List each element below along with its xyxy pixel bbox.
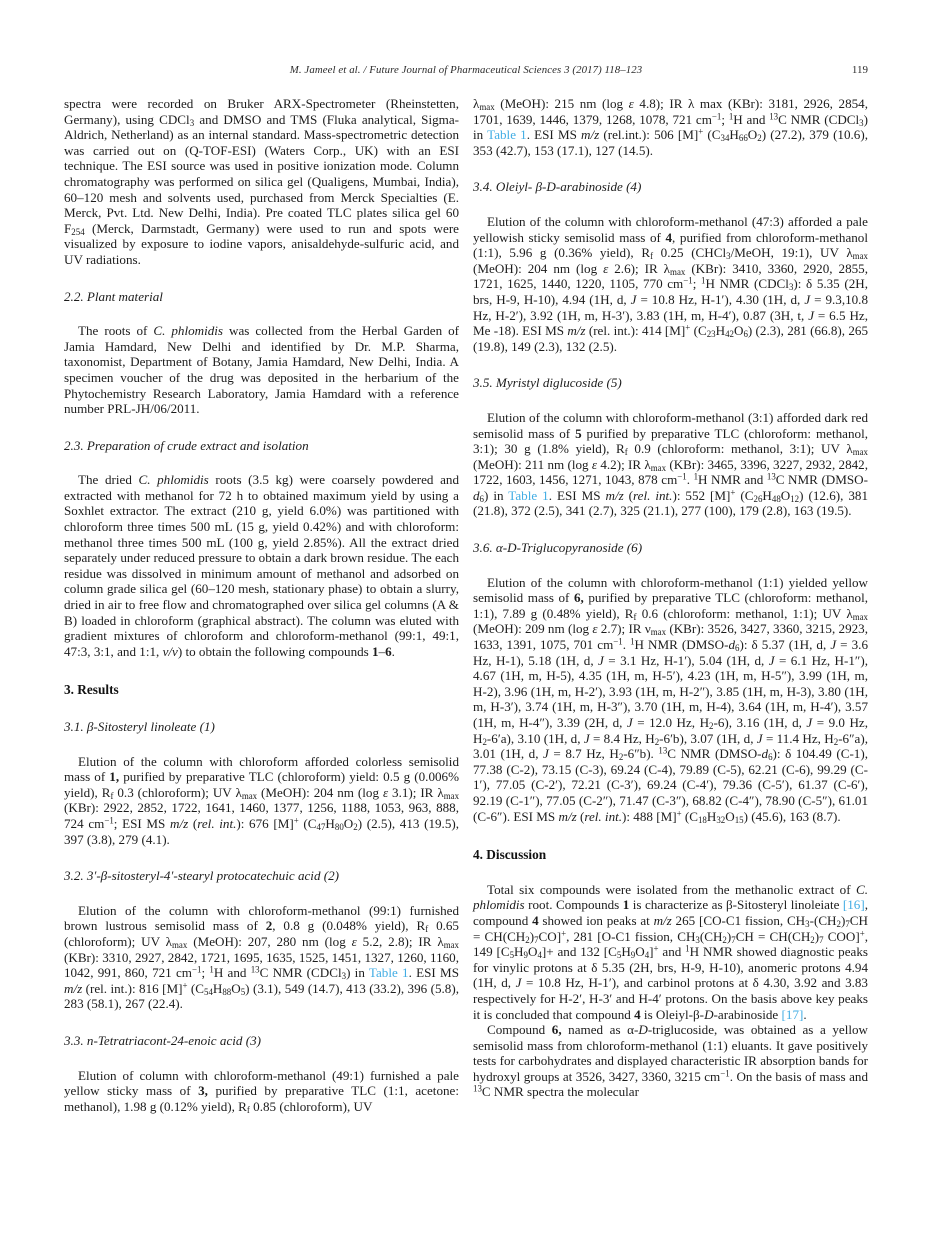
- citation-link[interactable]: Table 1: [487, 127, 527, 143]
- running-head-citation: M. Jameel et al. / Future Journal of Pharmaceutical Sciences 3 (2017) 118–123: [289, 64, 643, 76]
- paragraph-compound-5: Elution of the column with chloroform-methanol (3:1) afforded dark red semisolid mass of 5 purified by preparative TLC (chloroform: methanol, 3:1); 30 g (1.8% yield), $R_f$ 0.9 (chloroform: methanol, 3:1); UV $\lambda_{max}$ (MeOH): 211 nm (log ε 4.2); IR $\lambda_{max}$ (KBr): 3465, 3396, 3227, 2932, 2842, 1722, 1603, 1456, 1271, 1043, 878 $cm^{-1}$. $^1$H NMR and $^{13}$C NMR $(DMSO-d_6)$ in Table 1. ESI MS m/z (rel. int.): 552 [M]+ $(C_{26}H_{48}O_{12})$ (12.6), 381 (21.8), 372 (2.5), 341 (2.7), 325 (21.1), 277 (100), 179 (2.8), 163 (19.5).: [473, 409, 869, 519]
- section-3-2-heading: 3.2. 3′-β-sitosteryl-4′-stearyl protocatechuic acid (2): [64, 868, 340, 884]
- left-column: [64, 96, 459, 1114]
- section-3-3-heading: 3.3. n-Tetratriacont-24-enoic acid (3): [64, 1032, 261, 1048]
- citation-link[interactable]: Table 1: [508, 487, 549, 503]
- paragraph-compound-6: Elution of the column with chloroform-methanol (1:1) yielded yellow semisolid mass of 6, purified by preparative TLC (chloroform: methanol, 1:1), 7.89 g (0.48% yield), $R_f$ 0.6 (chloroform: methanol, 1:1); UV $\lambda_{max}$ (MeOH): 209 nm (log ε 2.7); IR $\nu_{max}$ (KBr): 3526, 3427, 3360, 3215, 2923, 1633, 1391, 1075, 701 $cm^{-1}$. $^1$H NMR $(DMSO-d_6)$: δ 5.37 (1H, d, J = 3.6 Hz, H-1), 5.18 (1H, d, J = 3.1 Hz, H-1′), 5.04 (1H, d, J = 6.1 Hz, H-1″), 4.67 (1H, m, H-5), 4.35 (1H, m, H-5′), 4.23 (1H, m, H-5″), 3.99 (1H, m, H-2), 3.96 (1H, m, H-2′), 3.93 (1H, m, H-2″), 3.85 (1H, m, H-3), 3.80 (1H, m, H-3′), 3.74 (1H, m, H-3″), 3.70 (1H, m, H-4), 3.64 (1H, m, H-4′), 3.57 (1H, m, H-4″), 3.39 (2H, d, J = 12.0 Hz, $H_2-6$), 3.16 (1H, d, J = 9.0 Hz, $H_2-6'a$), 3.10 (1H, d, J = 8.4 Hz, $H_2-6'b$), 3.07 (1H, d, J = 11.4 Hz, $H_2-6''a$), 3.01 (1H, d, J = 8.7 Hz, $H_2-6''b$). $^{13}$C NMR $(DMSO-d_6)$: δ 104.49 (C-1), 77.38 (C-2), 73.15 (C-3), 69.24 (C-4), 79.89 (C-5), 62.21 (C-6), 99.29 (C-1′), 77.05 (C-2′), 72.21 (C-3′), 69.24 (C-4′), 79.36 (C-5′), 61.37 (C-6′), 92.19 (C-1″), 77.05 (C-2″), 71.47 (C-3″), 68.82 (C-4″), 78.90 (C-5″), 61.01 (C-6″). ESI MS m/z (rel. int.): 488 [M]+ $(C_{18}H_{32}O_{15})$ (45.6), 163 (8.7).: [473, 574, 869, 825]
- article-body: [64, 96, 872, 1114]
- citation-link[interactable]: Table 1: [368, 965, 409, 981]
- paragraph-instrumentation-continued: spectra were recorded on Bruker ARX-Spectrometer (Rheinstetten, Germany), using CDCl$_3$ and DMSO and TMS (Fluka analytical, Sigma-Aldrich, Netherland) as an internal standard. Mass-spectrometric detection was carried out on (Q-TOF-ESI) (Waters Corp., UK) with an ESI technique. The ESI source was used in positive ionization mode. Column chromatography was performed on silica gel (Qualigens, Mumbai, India), 60–120 mesh and solvents used, purchased from Merck Specialties (E. Merck, Pvt. Ltd. New Delhi, India). Pre coated TLC plates silica gel 60 $F_{254}$ (Merck, Darmstadt, Germany) were used to run and spots were visualized by exposure to iodine vapors, anisaldehyde-sulfuric acid, and UV radiations.: [64, 96, 460, 267]
- section-3-6-heading: 3.6. α-D-Triglucopyranoside (6): [473, 540, 643, 556]
- running-head: [64, 64, 868, 80]
- right-column: [473, 96, 868, 1114]
- paragraph-plant-material: The roots of C. phlomidis was collected from the Herbal Garden of Jamia Hamdard, New Delhi and identified by Dr. M.P. Sharma, taxonomist, Department of Botany, Jamia Hamdard, New Delhi, India. A specimen voucher of the drug was deposited in the herbarium of the Phytochemistry Research Laboratory, Jamia Hamdard with a reference number PRL-JH/06/2011.: [64, 323, 459, 417]
- citation-link[interactable]: [16]: [842, 897, 865, 913]
- paragraph-compound-3: Elution of column with chloroform-methanol (49:1) furnished a pale yellow sticky mass of 3, purified by preparative TLC (1:1, acetone: methanol), 1.98 g (0.12% yield), $R_f$ 0.85 (chloroform), UV: [64, 1067, 459, 1115]
- citation-link[interactable]: [17]: [781, 1006, 804, 1022]
- page-number: 119: [851, 64, 868, 76]
- section-3-5-heading: 3.5. Myristyl diglucoside (5): [473, 375, 622, 391]
- section-2-2-heading: 2.2. Plant material: [64, 288, 163, 304]
- paragraph-compound-2: Elution of the column with chloroform-methanol (99:1) furnished brown lustrous semisolid mass of 2, 0.8 g (0.048% yield), $R_f$ 0.65 (chloroform); UV $\lambda_{max}$ (MeOH): 207, 280 nm (log ε 5.2, 2.8); IR $\lambda_{max}$ (KBr): 3310, 2927, 2842, 1721, 1695, 1635, 1525, 1451, 1327, 1260, 1160, 1042, 991, 860, 721 $cm^{-1}$; $^1$H and $^{13}$C NMR (CDCl$_3$) in Table 1. ESI MS m/z (rel. int.): 816 [M]+ $(C_{54}H_{88}O_5)$ (3.1), 549 (14.7), 413 (33.2), 396 (5.8), 283 (58.1), 267 (22.4).: [64, 902, 459, 1012]
- section-2-3-heading: 2.3. Preparation of crude extract and isolation: [64, 437, 309, 453]
- paragraph-discussion-2: Compound 6, named as α-D-triglucoside, was obtained as a yellow semisolid mass from chloroform-methanol (1:1) eluants. It gave positively tests for carbohydrates and displayed characteristic IR absorption bands for hydroxyl groups at 3526, 3427, 3360, 3215 $cm^{-1}$. On the basis of mass and $^{13}$C NMR spectra the molecular: [473, 1022, 868, 1100]
- section-3-1-heading: 3.1. β-Sitosteryl linoleate (1): [64, 719, 215, 734]
- section-4-heading: 4. Discussion: [473, 847, 547, 863]
- paragraph-crude-extract: The dried C. phlomidis roots (3.5 kg) were coarsely powdered and extracted with methanol for 72 h to obtained maximum yield by using a Soxhlet extractor. The extract (210 g, yield 6.0%) was partitioned with chloroform three times 500 mL (15 g, yield 0.42%) and with chloroform: methanol three times 500 mL (100 g, yield 2.85%). All the extract dried separately under reduced pressure to obtain a dark brown residue. The each residue was dissolved in minimum amount of methanol and adsorbed on column grade silica gel (60–120 mesh, stationary phase) to obtain a slurry, dried in air to free flow and chromatographed over silica gel columns (A & B) loaded in chloroform (graphical abstract). The column was eluted with gradient mixtures of chloroform and chloroform-methanol (99:1, 49:1, 47:3, 3:1, and 1:1, v/v) to obtain the following compounds 1–6.: [64, 472, 459, 659]
- section-3-heading: 3. Results: [64, 682, 119, 698]
- paragraph-compound-1: Elution of the column with chloroform afforded colorless semisolid mass of 1, purified by preparative TLC (chloroform) yield: 0.5 g (0.006% yield), $R_f$ 0.3 (chloroform); UV $\lambda_{max}$ (MeOH): 204 nm (log ε 3.1); IR $\lambda_{max}$ (KBr): 2922, 2852, 1722, 1641, 1460, 1377, 1256, 1188, 1053, 963, 888, 724 $cm^{-1}$; ESI MS m/z (rel. int.): 676 [M]+ $(C_{47}H_{80}O_2)$ (2.5), 413 (19.5), 397 (3.8), 279 (4.1).: [64, 753, 460, 847]
- paragraph-compound-4: Elution of the column with chloroform-methanol (47:3) afforded a pale yellowish sticky semisolid mass of 4, purified from chloroform-methanol (1:1), 5.96 g (0.36% yield), $R_f$ 0.25 (CHCl$_3$/MeOH, 19:1), UV $\lambda_{max}$ (MeOH): 204 nm (log ε 2.6); IR $\lambda_{max}$ (KBr): 3410, 3360, 2920, 2855, 1721, 1625, 1440, 1220, 1105, 770 $cm^{-1}$; $^1$H NMR (CDCl$_3$): δ 5.35 (2H, brs, H-9, H-10), 4.94 (1H, d, J = 10.8 Hz, H-1′), 4.30 (1H, d, J = 9.3,10.8 Hz, H-2′), 3.92 (1H, m, H-3′), 3.83 (1H, m, H-4′), 0.87 (3H, t, J = 6.5 Hz, Me -18). ESI MS m/z (rel. int.): 414 [M]+ $(C_{23}H_{42}O_6)$ (2.3), 281 (66.8), 265 (19.8), 149 (2.3), 132 (2.5).: [473, 213, 869, 354]
- section-3-4-heading: 3.4. Oleiyl- β-D-arabinoside (4): [473, 179, 642, 195]
- paragraph-compound-3-continued: $\lambda_{max}$ (MeOH): 215 nm (log ε 4.8); IR λ max (KBr): 3181, 2926, 2854, 1701, 1639, 1446, 1379, 1268, 1078, 721 $cm^{-1}$; $^1$H and $^{13}$C NMR (CDCl$_3$) in Table 1. ESI MS m/z (rel.int.): 506 [M]+ $(C_{34}H_{66}O_2)$ (27.2), 379 (10.6), 353 (42.7), 153 (17.1), 127 (14.5).: [473, 96, 868, 158]
- paragraph-discussion-1: Total six compounds were isolated from the methanolic extract of C. phlomidis root. Compounds 1 is characterize as β-Sitosteryl linoleiate [16], compound 4 showed ion peaks at m/z 265 [CO-C1 fission, $CH_3-(CH_2)_7CH = CH(CH_2)_7CO]^+$, 281 [O-C1 fission, $CH_3(CH_2)_7CH = CH(CH_2)_7$ COO]+, 149 $[C_5H_9O_4]+$ and 132 $[C_5H_9O_4]^+$ and $^1$H NMR showed diagnostic peaks for vinylic protons at δ 5.35 (2H, brs, H-9, H-10), anomeric protons 4.94 (1H, d, J = 10.8 Hz, H-1′), and carbinol protons at δ 4.30, 3.92 and 3.83 respectively for H-2′, H-3′ and H-4′ protons. On the basis above key peaks it is concluded that compound 4 is Oleiyl-β-D-arabinoside [17].: [473, 881, 868, 1022]
